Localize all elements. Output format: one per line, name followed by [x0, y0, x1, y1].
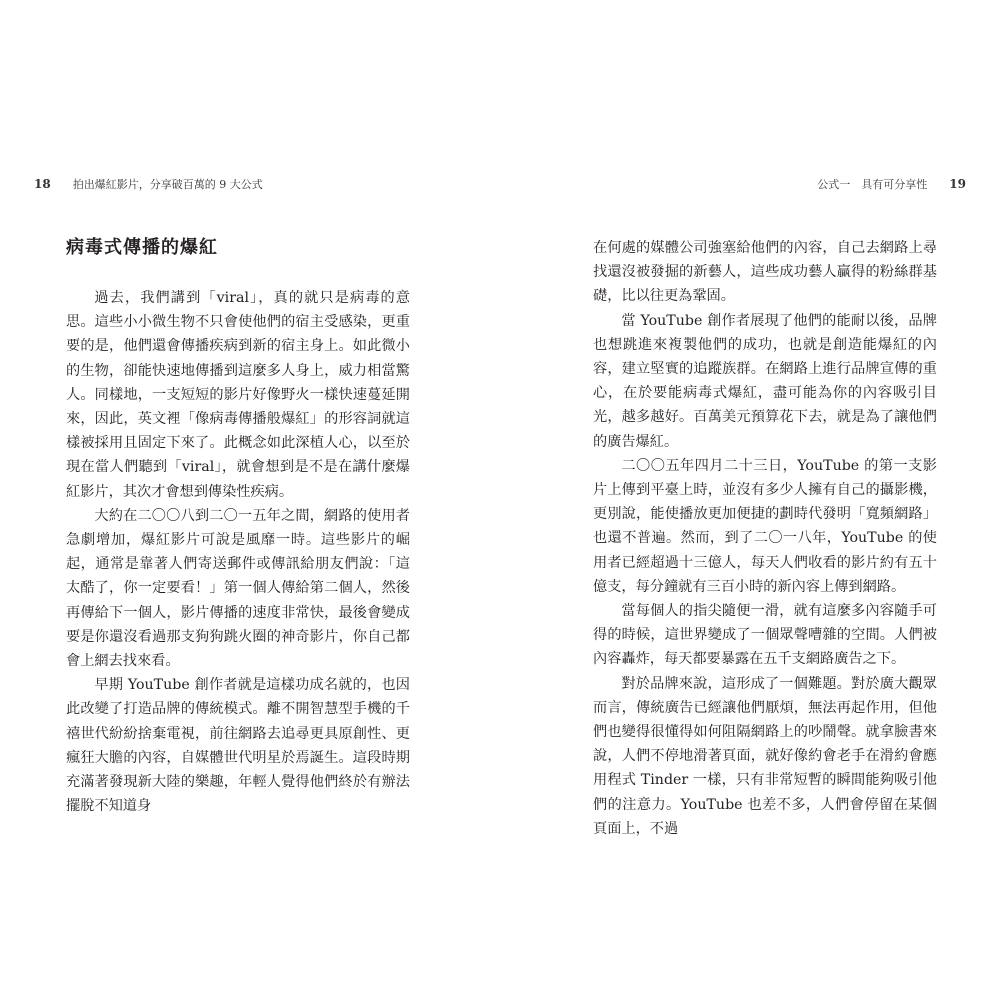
right-paragraph-2: 二〇〇五年四月二十三日，YouTube 的第一支影片上傳到平臺上時，並沒有多少人擁有自己的攝影機，更別說，能使播放更加便捷的劃時代發明「寬頻網路」也還不普遍。然而，到了二〇一八年，YouTube 的使用者已經超過十三億人，每天人們收看的影片約有五十億支，每分鐘就有三百小時的新內容上傳到網路。 — [593, 457, 937, 595]
right-running-head — [817, 176, 966, 193]
right-running-head-title: 公式一 具有可分享性 — [817, 178, 928, 191]
left-paragraph-1: 過去，我們講到「viral」，真的就只是病毒的意思。這些小小微生物不只會使他們的宿主受感染，更重要的是，他們還會傳播疾病到新的宿主身上。如此微小的生物，卻能快速地傳播到這麼多人身上，威力相當驚人。同樣地，一支短短的影片好像野火一樣快速蔓延開來，因此，英文裡「像病毒傳播般爆紅」的形容詞就這樣被採用且固定下來了。此概念如此深植人心，以至於現在當人們聽到「viral」，就會想到是不是在講什麼爆紅影片，其次才會想到傳染性疾病。 — [66, 290, 410, 500]
left-page-body — [66, 236, 410, 818]
right-page-number: 19 — [949, 177, 966, 191]
left-running-head-title: 拍出爆紅影片，分享破百萬的 9 大公式 — [72, 178, 263, 191]
right-page-body — [593, 236, 937, 841]
section-title: 病毒式傳播的爆紅 — [66, 237, 218, 258]
left-paragraph-3: 早期 YouTube 創作者就是這樣功成名就的，也因此改變了打造品牌的傳統模式。離不開智慧型手機的千禧世代紛紛捨棄電視，前往網路去追尋更具原創性、更瘋狂大膽的內容，自媒體世代明星於焉誕生。這段時期充滿著發現新大陸的樂趣，年輕人覺得他們終於有辦法擺脫不知道身 — [66, 677, 410, 815]
right-continuation-paragraph: 在何處的媒體公司強塞給他們的內容，自己去網路上尋找還沒被發掘的新藝人，這些成功藝人贏得的粉絲群基礎，比以往更為鞏固。 — [593, 240, 937, 305]
left-running-head — [34, 176, 263, 193]
right-paragraph-3: 當每個人的指尖隨便一滑，就有這麼多內容隨手可得的時候，這世界變成了一個眾聲嘈雜的空間。人們被內容轟炸，每天都要暴露在五千支網路廣告之下。 — [593, 603, 937, 668]
right-paragraph-1: 當 YouTube 創作者展現了他們的能耐以後，品牌也想跳進來複製他們的成功，也就是創造能爆紅的內容，建立堅實的追蹤族群。在網路上進行品牌宣傳的重心，在於要能病毒式爆紅，盡可能為你的內容吸引目光，越多越好。百萬美元預算花下去，就是為了讓他們的廣告爆紅。 — [593, 312, 937, 450]
left-paragraph-2: 大約在二〇〇八到二〇一五年之間，網路的使用者急劇增加，爆紅影片可說是風靡一時。這些影片的崛起，通常是靠著人們寄送郵件或傳訊給朋友們說：「這太酷了，你一定要看！」第一個人傳給第二個人，然後再傳給下一個人，影片傳播的速度非常快，最後會變成要是你還沒看過那支狗狗跳火圈的神奇影片，你自己都會上網去找來看。 — [66, 507, 410, 670]
left-page-number: 18 — [34, 177, 51, 191]
right-paragraph-4: 對於品牌來說，這形成了一個難題。對於廣大觀眾而言，傳統廣告已經讓他們厭煩，無法再起作用，但他們也變得很懂得如何阻隔網路上的吵鬧聲。就拿臉書來說，人們不停地滑著頁面，就好像約會老手在滑約會應用程式 Tinder 一樣，只有非常短暫的瞬間能夠吸引他們的注意力。YouTube 也差不多，人們會停留在某個頁面上，不過 — [593, 675, 937, 837]
